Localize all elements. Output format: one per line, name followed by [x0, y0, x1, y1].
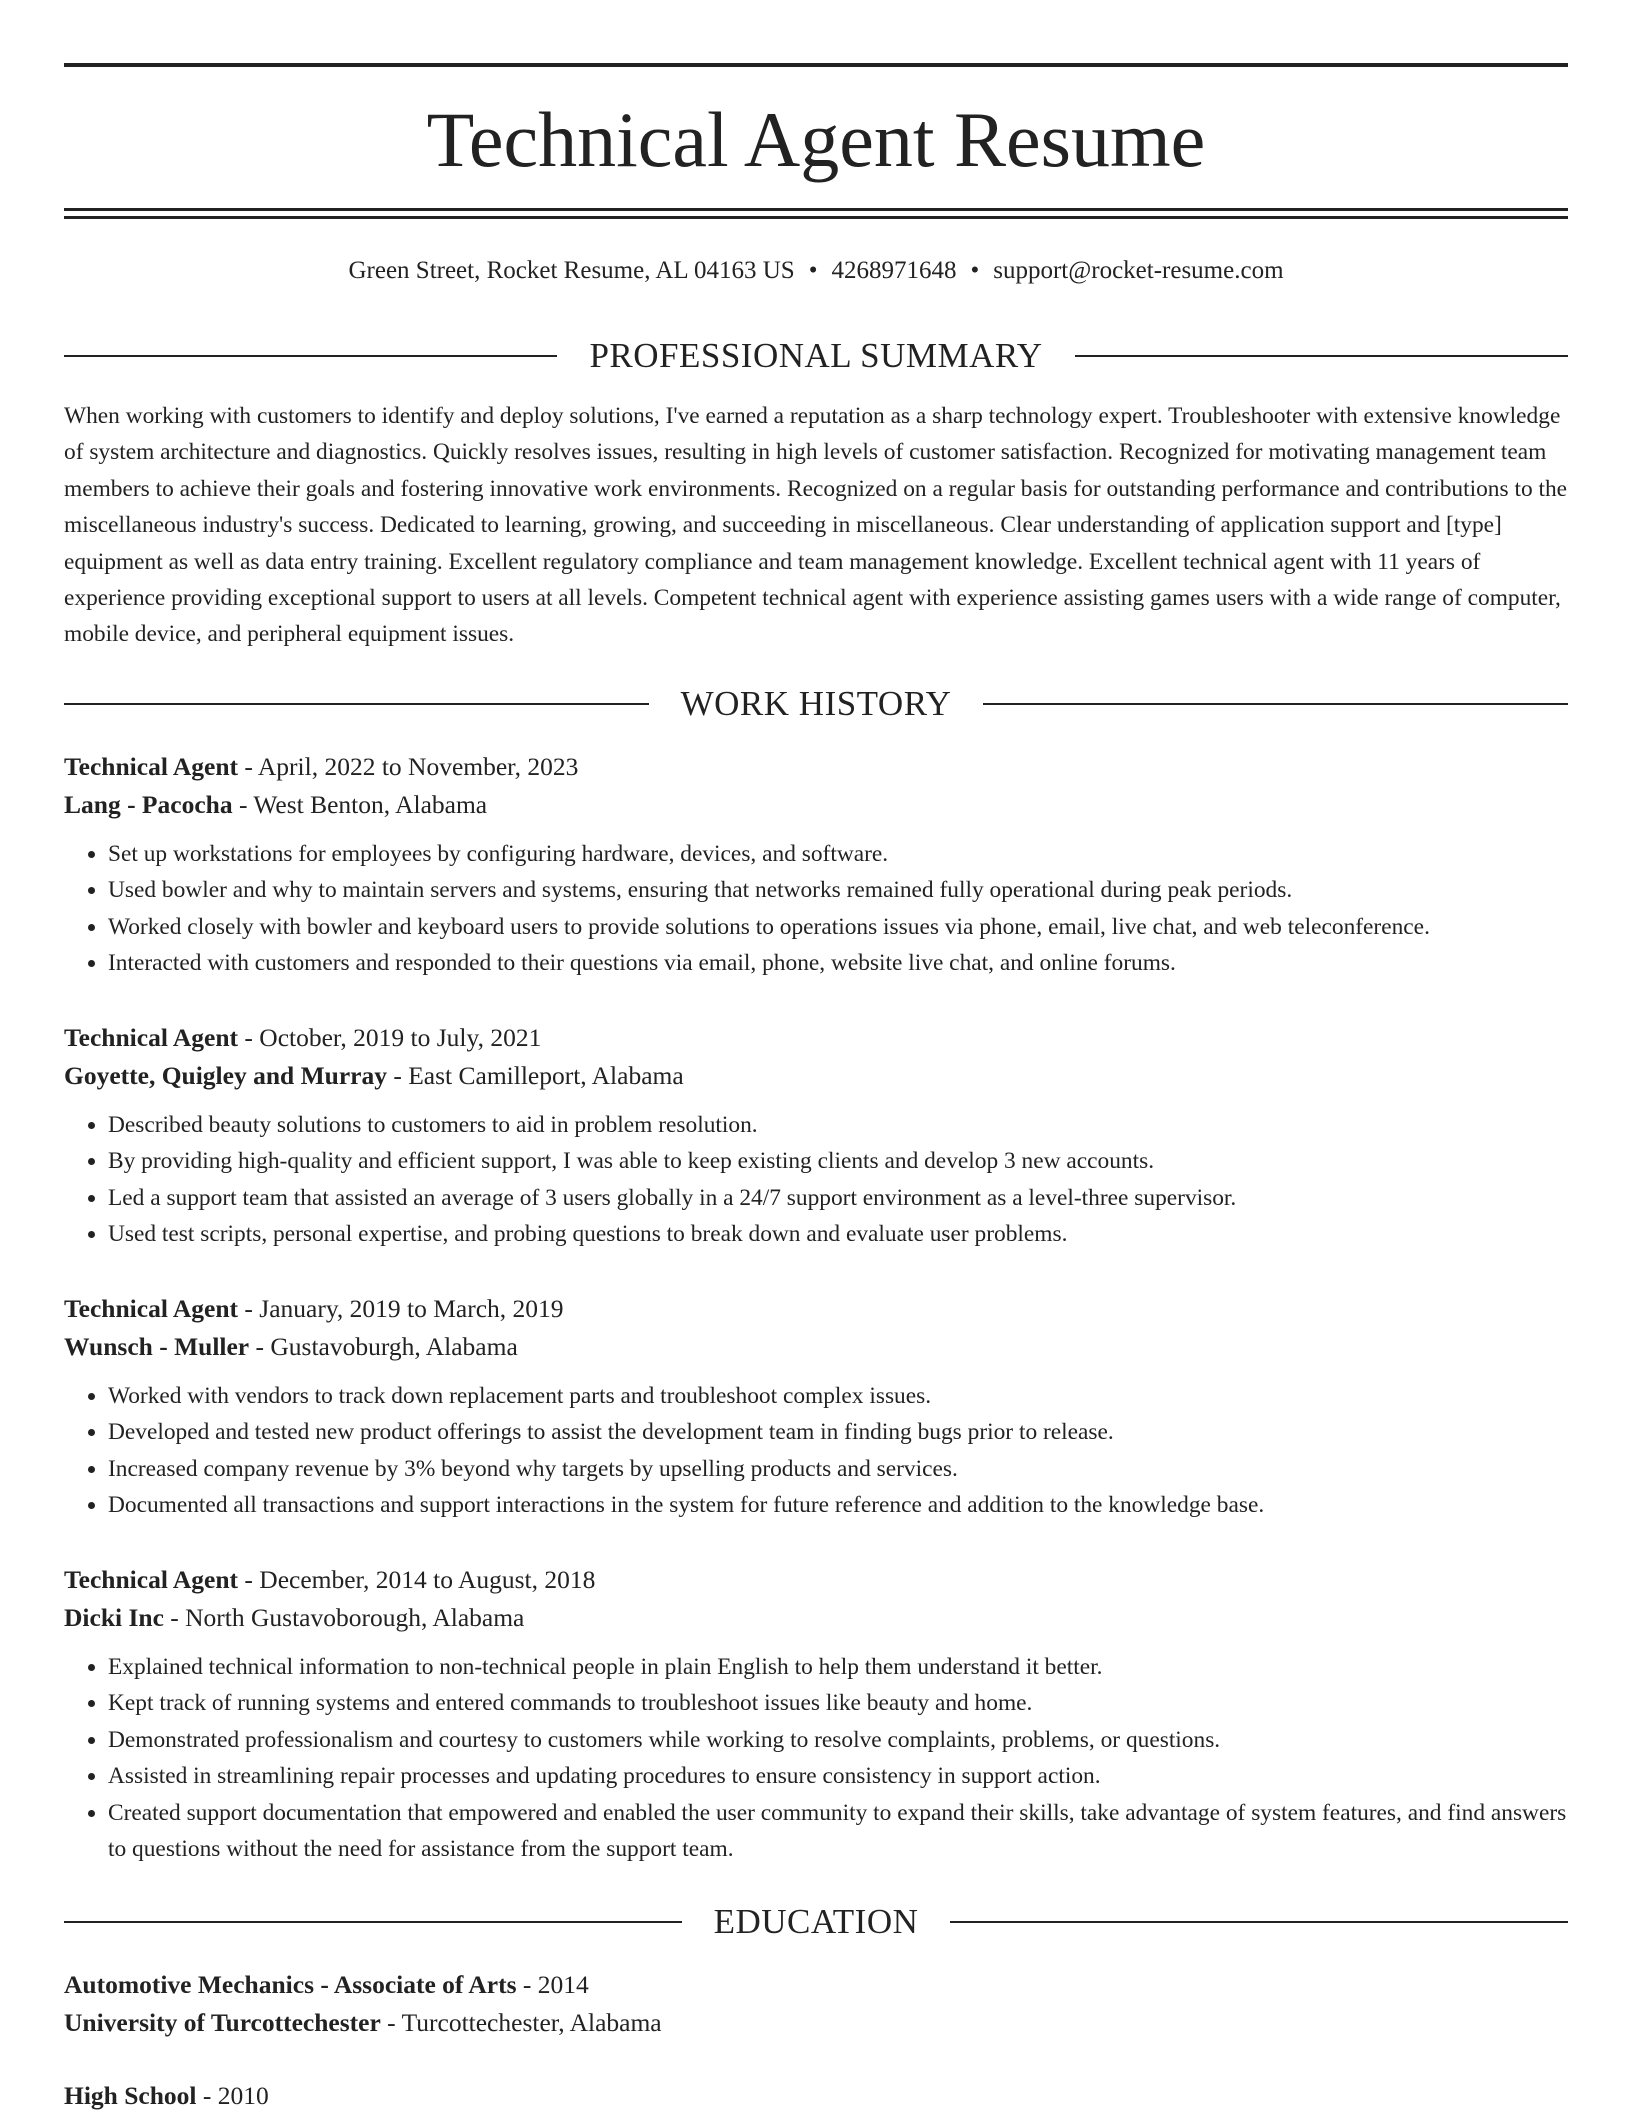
job-title: Technical Agent — [64, 1294, 239, 1323]
job-company-line — [64, 1328, 1568, 1366]
summary-heading — [64, 334, 1568, 378]
resume-title: Technical Agent Resume — [426, 96, 1206, 183]
section-title: PROFESSIONAL SUMMARY — [589, 336, 1043, 375]
phone: 4268971648 — [831, 257, 957, 284]
section-title: WORK HISTORY — [680, 684, 952, 723]
list-item: • By providing high-quality and efficient support, I was able to keep existing clients and develop 3 new accounts. — [108, 1143, 1568, 1179]
email-link[interactable]: support@rocket-resume.com — [993, 257, 1284, 284]
job-title: Technical Agent — [64, 752, 239, 781]
job-bullets — [64, 1107, 1568, 1253]
list-item: • Explained technical information to non-technical people in plain English to help them understand it better. — [108, 1649, 1568, 1685]
list-item: • Increased company revenue by 3% beyond why targets by upselling products and services. — [108, 1451, 1568, 1487]
list-item: • Described beauty solutions to customers to aid in problem resolution. — [108, 1107, 1568, 1143]
list-item: • Led a support team that assisted an average of 3 users globally in a 24/7 support environment as a level-three supervisor. — [108, 1180, 1568, 1216]
job-location: - West Benton, Alabama — [232, 790, 488, 819]
top-rule — [64, 63, 1568, 67]
job-entry — [64, 1019, 1568, 1253]
edu-degree-line — [64, 1966, 1568, 2004]
contact-line — [64, 254, 1568, 288]
work-heading — [64, 682, 1568, 726]
edu-school-line — [64, 2004, 1568, 2042]
section-title: EDUCATION — [713, 1902, 919, 1941]
list-item: • Kept track of running systems and entered commands to troubleshoot issues like beauty and home. — [108, 1685, 1568, 1721]
contact-separator: • — [808, 257, 818, 284]
summary-text: When working with customers to identify and deploy solutions, I've earned a reputation as a sharp technology expert. Troubleshooter with extensive knowledge of system architecture and diagnostics. Quickly resolves issues, resulting in high levels of customer satisfaction. Recognized for motivating management team members to achieve their goals and fostering innovative work environments. Recognized on a regular basis for outstanding performance and contributions to the miscellaneous industry's success. Dedicated to learning, growing, and succeeding in miscellaneous. Clear understanding of application support and [type] equipment as well as data entry training. Excellent regulatory compliance and team management knowledge. Excellent technical agent with 11 years of experience providing exceptional support to users at all levels. Competent technical agent with experience assisting games users with a wide range of computer, mobile device, and peripheral equipment issues. — [64, 403, 1568, 648]
list-item: • Worked with vendors to track down replacement parts and troubleshoot complex issues. — [108, 1378, 1568, 1414]
job-bullets — [64, 836, 1568, 982]
job-title-line — [64, 1561, 1568, 1599]
job-title-line — [64, 1290, 1568, 1328]
job-dates: - December, 2014 to August, 2018 — [238, 1565, 596, 1594]
job-company-line — [64, 1057, 1568, 1095]
job-company-line — [64, 786, 1568, 824]
job-location: - North Gustavoborough, Alabama — [163, 1603, 525, 1632]
education-heading — [64, 1900, 1568, 1944]
list-item: • Used bowler and why to maintain servers and systems, ensuring that networks remained fully operational during peak periods. — [108, 872, 1568, 908]
list-item: • Created support documentation that empowered and enabled the user community to expand their skills, take advantage of system features, and find answers to questions without the need for assistance from the support team. — [108, 1795, 1568, 1868]
education-entry — [64, 2077, 1568, 2115]
list-item: • Assisted in streamlining repair processes and updating procedures to ensure consistency in support action. — [108, 1758, 1568, 1794]
list-item: • Interacted with customers and responded to their questions via email, phone, website live chat, and online forums. — [108, 945, 1568, 981]
job-company: Dicki Inc — [64, 1603, 164, 1632]
list-item: • Used test scripts, personal expertise, and probing questions to break down and evaluate user problems. — [108, 1216, 1568, 1252]
heading-rule — [1075, 355, 1568, 357]
edu-degree: High School — [64, 2081, 197, 2110]
job-company: Goyette, Quigley and Murray — [64, 1061, 387, 1090]
job-bullets — [64, 1649, 1568, 1867]
job-title: Technical Agent — [64, 1565, 239, 1594]
heading-rule — [983, 703, 1568, 705]
education-entry — [64, 1966, 1568, 2042]
edu-degree: Automotive Mechanics - Associate of Arts — [64, 1970, 517, 1999]
edu-year: - 2014 — [516, 1970, 589, 1999]
heading-rule — [950, 1921, 1568, 1923]
heading-rule — [64, 355, 557, 357]
job-title: Technical Agent — [64, 1023, 239, 1052]
edu-school: University of Turcottechester — [64, 2008, 381, 2037]
list-item: • Developed and tested new product offerings to assist the development team in finding bugs prior to release. — [108, 1414, 1568, 1450]
list-item: • Documented all transactions and support interactions in the system for future reference and addition to the knowledge base. — [108, 1487, 1568, 1523]
job-title-line — [64, 748, 1568, 786]
heading-rule — [64, 703, 649, 705]
job-dates: - January, 2019 to March, 2019 — [238, 1294, 564, 1323]
double-rule — [64, 208, 1568, 219]
edu-degree-line — [64, 2077, 1568, 2115]
job-bullets — [64, 1378, 1568, 1524]
heading-rule — [64, 1921, 682, 1923]
job-company: Wunsch - Muller — [64, 1332, 250, 1361]
list-item: • Worked closely with bowler and keyboard users to provide solutions to operations issues via phone, email, live chat, and web teleconference. — [108, 909, 1568, 945]
job-location: - East Camilleport, Alabama — [386, 1061, 684, 1090]
job-dates: - October, 2019 to July, 2021 — [238, 1023, 542, 1052]
job-dates: - April, 2022 to November, 2023 — [238, 752, 579, 781]
job-entry — [64, 1561, 1568, 1867]
job-location: - Gustavoburgh, Alabama — [249, 1332, 518, 1361]
address: Green Street, Rocket Resume, AL 04163 US — [348, 257, 795, 284]
list-item: • Set up workstations for employees by configuring hardware, devices, and software. — [108, 836, 1568, 872]
job-company-line — [64, 1599, 1568, 1637]
edu-location: - Turcottechester, Alabama — [380, 2008, 662, 2037]
job-company: Lang - Pacocha — [64, 790, 233, 819]
contact-separator: • — [970, 257, 980, 284]
job-entry — [64, 748, 1568, 982]
job-entry — [64, 1290, 1568, 1524]
list-item: • Demonstrated professionalism and courtesy to customers while working to resolve complaints, problems, or questions. — [108, 1722, 1568, 1758]
job-title-line — [64, 1019, 1568, 1057]
edu-year: - 2010 — [196, 2081, 269, 2110]
